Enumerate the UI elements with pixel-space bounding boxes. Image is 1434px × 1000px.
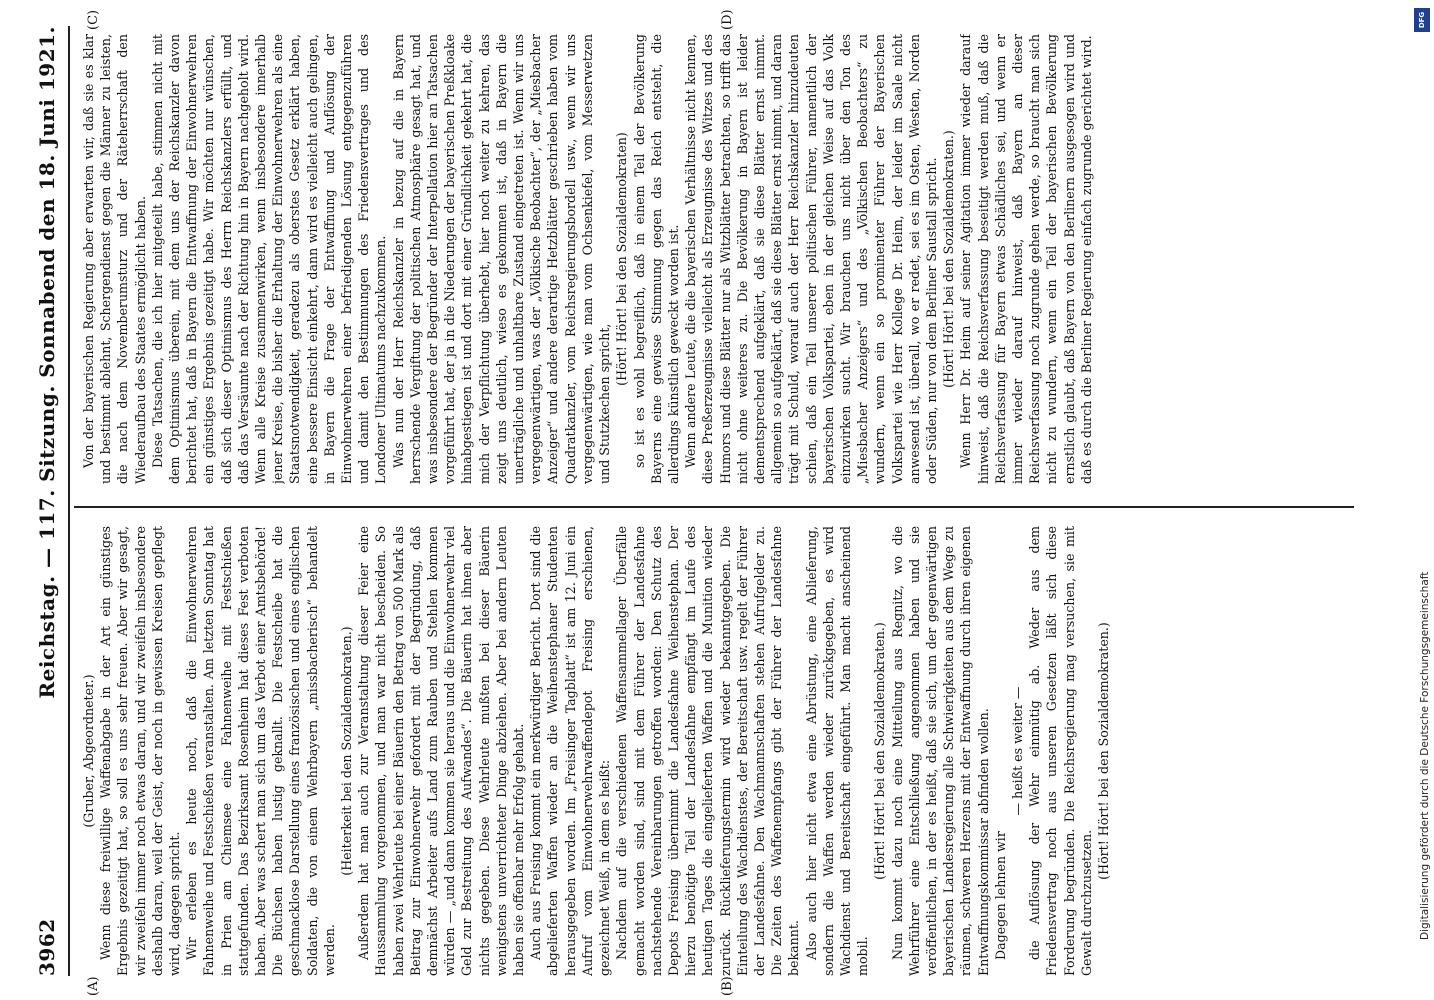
margin-mark-b: (B) <box>720 976 735 996</box>
paragraph: Also auch hier nicht etwa eine Abrüstung, eine Ablieferung, sondern die Waffen werden wieder zurückgegeben, es wird Wachdienst und Bereitschaft eingeführt. Man macht anscheinend mobil. <box>803 526 871 976</box>
page-header <box>30 26 64 976</box>
paragraph: so ist es wohl begreiflich, daß in einem Teil der Bevölkerung Bayerns eine gewisse Stimmung gegen das Reich entsteht, die allerdings künstlich geweckt worden ist. <box>631 34 681 484</box>
header-rule <box>68 26 70 976</box>
digitization-credit: Digitalisierung gefördert durch die Deutsche Forschungsgemeinschaft <box>1419 571 1431 940</box>
paragraph: (Hört! Hört! bei den Sozialdemokraten.) <box>872 622 888 880</box>
paragraph: Wenn Herr Dr. Heim auf seiner Agitation immer wieder darauf hinweist, daß die Reichsverfassung beseitigt werden muß, daß die Reichsverfassung für Bayern etwas Schädliches sei, und wenn er immer wieder darauf hinweist, daß Bayern an dieser Reichsverfassung noch zugrunde gehen werde, so braucht man sich nicht zu wundern, wenn ein Teil der bayerischen Bevölkerung ernstlich glaubt, daß Bayern von den Berlinern ausgesogen wird und daß es durch die Berliner Regierung einfach zugrunde gerichtet wird. <box>958 34 1094 484</box>
paragraph: Was nun der Herr Reichskanzler in bezug auf die in Bayern herrschende Vergiftung der politischen Atmosphäre gesagt hat, und was insbesondere der Begründer der Interpellation hier an Tatsachen vorgeführt hat, der ja in die Niederungen der bayerischen Preßkloake hinabgestiegen ist und dort mit einer Gründlichkeit gekehrt hat, die mich der Verpflichtung überhebt, hier noch weiter zu kehren, das zeigt uns deutlich, wieso es gekommen ist, daß in Bayern die unerträgliche und unhaltbare Zustand eingetreten ist. Wenn wir uns vergegenwärtigen, was der „Völkische Beobachter“, der „Miesbacher Anzeiger“ und andere derartige Hetzblätter geschrieben haben vom Quadratkanzler, vom Reichsregierungsbordell usw., wenn wir uns vergegenwärtigen, wie man vom Ochsenkiefel, vom Messerwetzen und Stutzkechen spricht, <box>390 34 613 484</box>
paragraph: (Hört! Hört! bei den Sozialdemokraten.) <box>1095 622 1111 880</box>
page-title: Reichstag. — 117. Sitzung. Sonnabend den 18. Juni 1921. <box>35 26 59 699</box>
paragraph: Von der bayerischen Regierung aber erwarten wir, daß sie es klar und bestimmt ablehnt, Schergendienst gegen die Männer zu leisten, die nach dem Novemberumsturz und der Räteherrschaft den Wiederaufbau des Staates ermöglicht haben. <box>81 34 148 484</box>
paragraph: Wenn andere Leute, die die bayerischen Verhältnisse nicht kennen, diese Preßerzeugnisse vielleicht als Erzeugnisse des Witzes und des Humors und diese Blätter nur als Witzblätter betrachten, so trifft das nicht ohne weiteres zu. Die Bevölkerung in Bayern ist leider dementsprechend aufgeklärt, daß sie diese Blätter ernst nimmt. allgemein so aufgeklärt, daß sie diese Blätter ernst nimmt, und daran trägt mit Schuld, worauf auch der Herr Reichskanzler hinzudeuten schien, daß ein Teil unserer politischen Führer, namentlich der bayerischen Volkspartei, eben in der gleichen Weise auf das Volk einzuwirken sucht. Wir brauchen uns nicht über den Ton des „Miesbacher Anzeigers“ und des „Völkischen Beobachters“ zu wundern, wenn ein so prominenter Führer der Bayerischen Volkspartei wie Herr Kollege Dr. Heim, der leider im Saale nicht anwesend ist, überall, wo er redet, sei es im Osten, Westen, Norden oder Süden, nur von dem Berliner Saustall spricht. <box>683 34 939 484</box>
paragraph: Dagegen lehnen wir <box>992 831 1008 960</box>
paragraph: (Hört! Hört! bei den Sozialdemokraten.) <box>941 130 957 388</box>
paragraph: Außerdem hat man auch zur Veranstaltung dieser Feier eine Haussammlung vorgenommen, und man war nicht bescheiden. So haben zwei Wehrleute bei einer Bäuerin den Betrag von 500 Mark als Beitrag zur Einwohnerwehr gefordert mit der Begründung, daß demnächst Arbeiter aufs Land zum Rauben und Stehlen kommen würden — „und dann kommen sie heraus und die Einwohnerwehr viel Geld zur Bestreitung des Aufwandes“. Die Bäuerin hat ihnen aber nichts gegeben. Diese Wehrleute mußten bei dieser Bäuerin wenigstens unverrichteter Dinge abziehen. Aber bei andern Leuten haben sie offenbar mehr Erfolg gehabt. <box>356 526 527 976</box>
left-column <box>80 526 1350 976</box>
paragraph: Wir erleben es heute noch, daß die Einwohnerwehren Fahnenweihe und Festschießen veranstalten. Am letzten Sonntag hat in Prien am Chiemsee eine Fahnenweihe mit Festschießen stattgefunden. Das Bezirksamt Rosenheim hat dieses Fest verboten haben. Aber was schert man sich um das Verbot einer Amtsbehörde! Die Büchsen haben lustig geknallt. Die Festscheibe hat die geschmacklose Darstellung eines französischen und eines englischen Soldaten, die von einem Wehrbayern „missbacherisch“ behandelt werden. <box>184 526 337 976</box>
right-column <box>80 34 1350 484</box>
paragraph: (Heiterkeit bei den Sozialdemokraten.) <box>339 626 355 876</box>
paragraph: Nun kommt dazu noch eine Mitteilung aus Regnitz, wo die Wehrführer eine Entschließung angenommen haben und sie veröffentlichen, in der es heißt, daß sie sich, um der gegenwärtigen bayerischen Landesregierung alle Schwierigkeiten aus dem Wege zu räumen, schweren Herzens mit der Entwaffnung durch ihren eigenen Entwaffnungskommissar abfinden wollen. <box>889 526 991 976</box>
paragraph: — heißt es weiter — <box>1009 686 1025 816</box>
margin-mark-c: (C) <box>86 9 101 30</box>
page-number: 3962 <box>35 918 59 976</box>
margin-mark-a: (A) <box>86 976 101 996</box>
paragraph: Diese Tatsachen, die ich hier mitgeteilt habe, stimmen nicht mit dem Optimismus überein, mit dem uns der Reichskanzler davon berichtet hat, daß in Bayern die Entwaffnung der Einwohnerwehren ein günstiges Ergebnis gezeitigt habe. Wir möchten nur wünschen, daß sich dieser Optimismus des Herrn Reichskanzlers erfüllt, und daß das Versäumte nach der Richtung hin in Bayern nachgeholt wird. Wenn alle Kreise zusammenwirken, wenn insbesondere innerhalb jener Kreise, die bisher die Erhaltung der Einwohnerwehren als eine Staatsnotwendigkeit, geradezu als oberstes Gesetz erklärt haben, eine bessere Einsicht einkehrt, dann wird es vielleicht auch gelingen, in Bayern die Frage der Entwaffnung und Auflösung der Einwohnerwehren einer befriedigenden Lösung entgegenzuführen und damit den Bestimmungen des Friedensvertrages und des Londoner Ultimatums nachzukommen. <box>149 34 389 484</box>
dfg-logo: DFG <box>1414 8 1430 32</box>
paragraph: die Auflösung der Wehr einmütig ab. Weder aus dem Friedensvertrag noch aus unseren Gesetzen läßt sich diese Forderung begründen. Die Reichsregierung mag versuchen, sie mit Gewalt durchzusetzen. <box>1027 526 1094 976</box>
margin-mark-d: (D) <box>720 9 735 30</box>
column-divider <box>74 506 1354 508</box>
paragraph: (Hört! Hört! bei den Sozialdemokraten) <box>614 132 630 386</box>
paragraph: Auch aus Freising kommt ein merkwürdiger Bericht. Dort sind die abgelieferten Waffen wieder an die Weihenstephaner Studenten herausgegeben worden. Im „Freisinger Tagblatt“ ist am 12. Juni ein Aufruf vom Einwohnerwehrwaffendepot Freising erschienen, gezeichnet Weiß, in dem es heißt: <box>528 526 613 976</box>
paragraph: Wenn diese freiwillige Waffenabgabe in der Art ein günstiges Ergebnis gezeitigt hat, so soll es uns sehr freuen. Aber wir gesagt, wir zweifeln immer noch etwas daran, und wir zweifeln insbesondere deshalb daran, weil der Geist, der noch in gewissen Kreisen gepflegt wird, dagegen spricht. <box>98 526 183 976</box>
paragraph: Nachdem auf die verschiedenen Waffensammellager Überfälle gemacht worden sind, sind mit dem Führer der Landesfahne nachstehende Vereinbarungen getroffen worden: Den Schutz des Depots Freising übernimmt die Landesfahne Weihenstephan. Der hierzu benötigte Teil der Landesfahne empfängt im Laufe des heutigen Tages die eingelieferten Waffen und die Munition wieder zurück. Rücklieferungstermin wird wieder bekanntgegeben. Die Einteilung des Wachdienstes, der Bereitschaft usw. regelt der Führer der Landesfahne. Den Wachmannschaften stehen Aufrufgelder zu. Die Zeiten des Waffenempfangs gibt der Führer der Landesfahne bekannt. <box>614 526 802 976</box>
paragraph: (Gruber, Abgeordneter.) <box>81 674 96 828</box>
